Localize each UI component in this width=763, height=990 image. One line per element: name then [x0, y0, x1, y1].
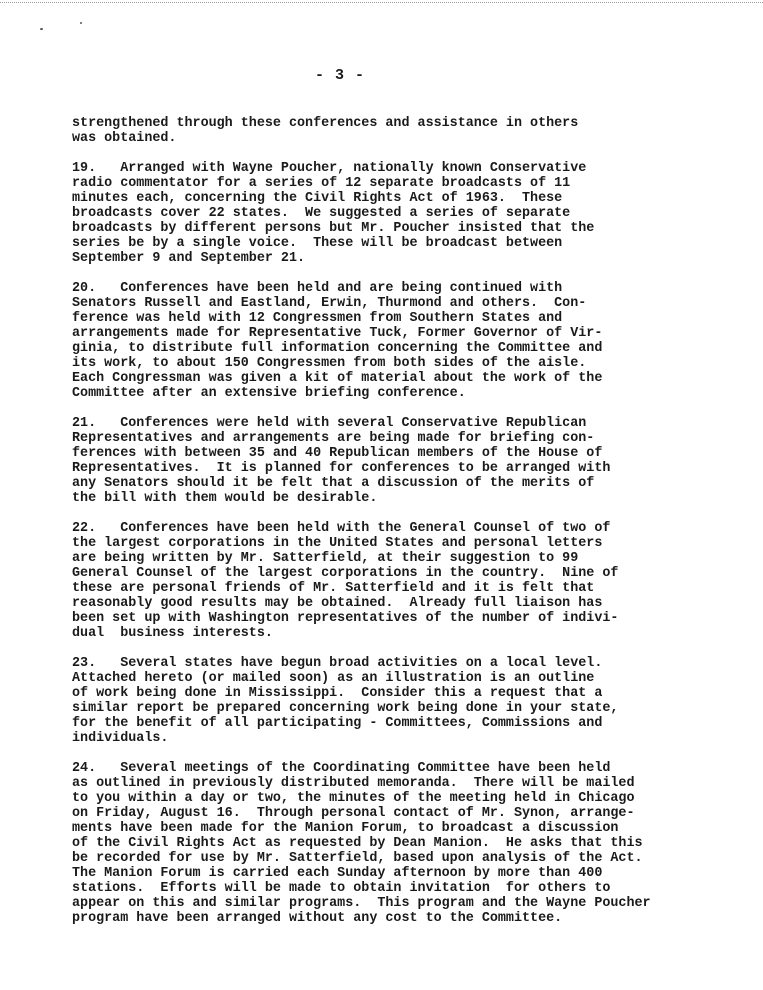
text-line: Committee after an extensive briefing conference. — [72, 386, 466, 401]
document-body — [72, 116, 722, 941]
page-number: - 3 - — [314, 67, 365, 84]
text-line: program have been arranged without any cost to the Committee. — [72, 911, 563, 926]
paragraph-23 — [72, 656, 722, 746]
text-line: been set up with Washington representatives of the number of indivi- — [72, 611, 619, 626]
text-line: Representatives and arrangements are being made for briefing con- — [72, 431, 595, 446]
text-line: reasonably good results may be obtained. Already full liaison has — [72, 596, 603, 611]
scan-speck-1 — [40, 28, 43, 30]
text-line: any Senators should it be felt that a discussion of the merits of — [72, 476, 595, 491]
text-line: 19. Arranged with Wayne Poucher, nationally known Conservative — [72, 161, 587, 176]
text-line: similar report be prepared concerning work being done in your state, — [72, 701, 619, 716]
text-line: to you within a day or two, the minutes of the meeting held in Chicago — [72, 791, 635, 806]
text-line: 24. Several meetings of the Coordinating Committee have been held — [72, 761, 611, 776]
text-line: strengthened through these conferences and assistance in others — [72, 116, 579, 131]
text-line: Attached hereto (or mailed soon) as an illustration is an outline — [72, 671, 595, 686]
text-line: broadcasts by different persons but Mr. Poucher insisted that the — [72, 221, 595, 236]
text-line: ference was held with 12 Congressmen from Southern States and — [72, 311, 563, 326]
paragraph-19 — [72, 161, 722, 266]
text-line: September 9 and September 21. — [72, 251, 306, 266]
text-line: individuals. — [72, 731, 169, 746]
text-line: Senators Russell and Eastland, Erwin, Thurmond and others. Con- — [72, 296, 587, 311]
text-line: ferences with between 35 and 40 Republican members of the House of — [72, 446, 603, 461]
page-top-edge — [0, 2, 763, 3]
text-line: of the Civil Rights Act as requested by Dean Manion. He asks that this — [72, 836, 643, 851]
text-line: the bill with them would be desirable. — [72, 491, 378, 506]
text-line: broadcasts cover 22 states. We suggested a series of separate — [72, 206, 571, 221]
text-line: arrangements made for Representative Tuck, Former Governor of Vir- — [72, 326, 603, 341]
text-line: series be by a single voice. These will be broadcast between — [72, 236, 563, 251]
paragraph-continuation — [72, 116, 722, 146]
text-line: for the benefit of all participating - Committees, Commissions and — [72, 716, 603, 731]
paragraph-20 — [72, 281, 722, 401]
paragraph-21 — [72, 416, 722, 506]
text-line: are being written by Mr. Satterfield, at their suggestion to 99 — [72, 551, 579, 566]
text-line: be recorded for use by Mr. Satterfield, based upon analysis of the Act. — [72, 851, 643, 866]
text-line: as outlined in previously distributed memoranda. There will be mailed — [72, 776, 635, 791]
paragraph-22 — [72, 521, 722, 641]
text-line: Each Congressman was given a kit of material about the work of the — [72, 371, 603, 386]
scan-speck-2 — [80, 22, 82, 24]
text-line: The Manion Forum is carried each Sunday afternoon by more than 400 — [72, 866, 603, 881]
text-line: ments have been made for the Manion Forum, to broadcast a discussion — [72, 821, 619, 836]
text-line: these are personal friends of Mr. Satterfield and it is felt that — [72, 581, 595, 596]
text-line: its work, to about 150 Congressmen from both sides of the aisle. — [72, 356, 587, 371]
text-line: appear on this and similar programs. This program and the Wayne Poucher — [72, 896, 651, 911]
text-line: 22. Conferences have been held with the General Counsel of two of — [72, 521, 611, 536]
text-line: radio commentator for a series of 12 separate broadcasts of 11 — [72, 176, 571, 191]
text-line: minutes each, concerning the Civil Rights Act of 1963. These — [72, 191, 563, 206]
text-line: on Friday, August 16. Through personal contact of Mr. Synon, arrange- — [72, 806, 635, 821]
text-line: General Counsel of the largest corporations in the country. Nine of — [72, 566, 619, 581]
text-line: 21. Conferences were held with several Conservative Republican — [72, 416, 587, 431]
text-line: 23. Several states have begun broad activities on a local level. — [72, 656, 603, 671]
text-line: of work being done in Mississippi. Consider this a request that a — [72, 686, 603, 701]
text-line: the largest corporations in the United States and personal letters — [72, 536, 603, 551]
text-line: ginia, to distribute full information concerning the Committee and — [72, 341, 603, 356]
text-line: dual business interests. — [72, 626, 273, 641]
text-line: 20. Conferences have been held and are being continued with — [72, 281, 563, 296]
text-line: Representatives. It is planned for conferences to be arranged with — [72, 461, 611, 476]
paragraph-24 — [72, 761, 722, 926]
text-line: stations. Efforts will be made to obtain invitation for others to — [72, 881, 611, 896]
text-line: was obtained. — [72, 131, 177, 146]
